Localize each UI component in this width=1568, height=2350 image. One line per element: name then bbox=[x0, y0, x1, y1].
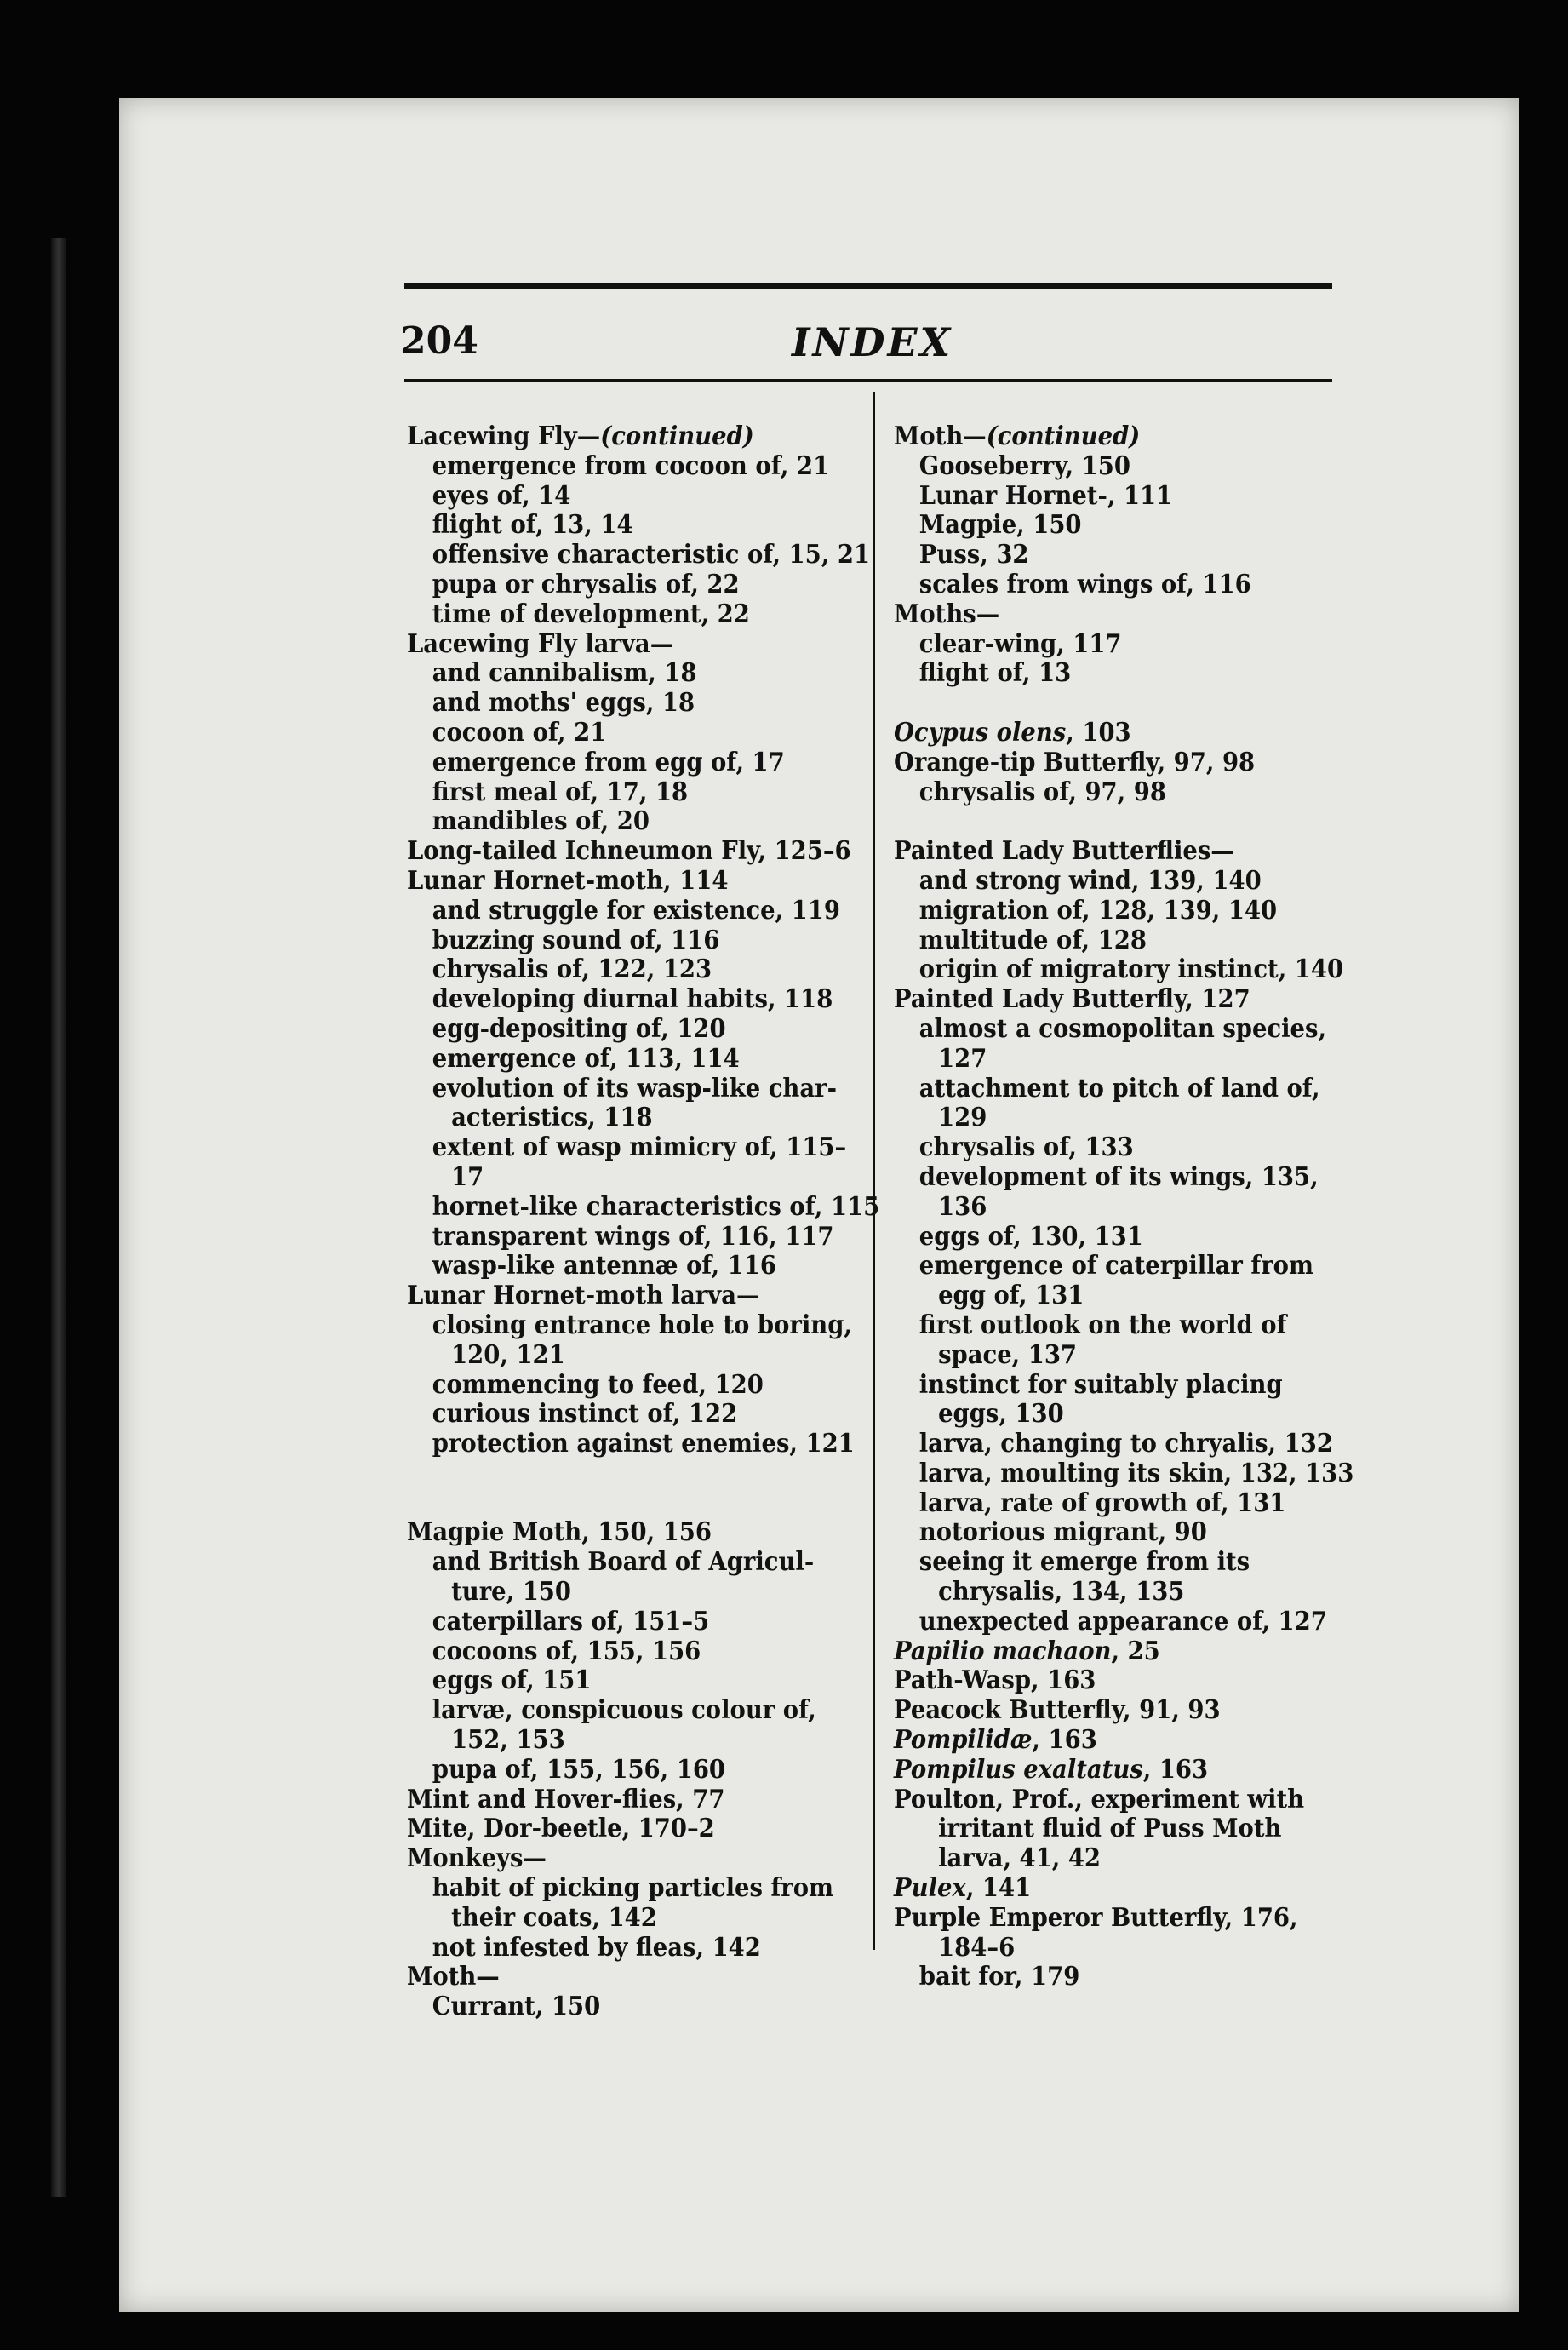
index-subentry: time of development, 22 bbox=[432, 598, 750, 628]
index-subentry: cocoons of, 155, 156 bbox=[432, 1635, 701, 1665]
index-subentry: multitude of, 128 bbox=[918, 924, 1147, 954]
index-subentry: 17 bbox=[451, 1161, 484, 1191]
index-subentry: irritant fluid of Puss Moth bbox=[938, 1813, 1282, 1843]
index-subentry: clear-wing, 117 bbox=[918, 628, 1122, 658]
index-subentry: and strong wind, 139, 140 bbox=[918, 864, 1262, 895]
index-subentry: origin of migratory instinct, 140 bbox=[918, 954, 1344, 984]
index-heading: Moth— bbox=[407, 1961, 500, 1992]
index-subentry: eggs of, 130, 131 bbox=[918, 1220, 1143, 1251]
index-subentry: chrysalis of, 133 bbox=[918, 1132, 1134, 1162]
index-subentry: 129 bbox=[938, 1102, 987, 1132]
index-heading: Long-tailed Ichneumon Fly, 125–6 bbox=[407, 835, 851, 866]
index-subentry: flight of, 13, 14 bbox=[432, 509, 633, 540]
index-subentry: seeing it emerge from its bbox=[918, 1546, 1250, 1577]
index-subentry: bait for, 179 bbox=[918, 1961, 1080, 1992]
index-column-left bbox=[407, 421, 880, 2021]
index-heading: Painted Lady Butterflies— bbox=[894, 835, 1234, 866]
index-subentry: flight of, 13 bbox=[918, 657, 1072, 688]
index-subentry: 184–6 bbox=[938, 1931, 1016, 1962]
index-subentry: Currant, 150 bbox=[432, 1991, 601, 2021]
index-subentry: protection against enemies, 121 bbox=[432, 1428, 855, 1459]
index-subentry: Magpie, 150 bbox=[918, 509, 1082, 540]
index-subentry: and British Board of Agricul- bbox=[432, 1546, 815, 1577]
index-subentry: emergence from cocoon of, 21 bbox=[432, 450, 830, 480]
index-subentry: acteristics, 118 bbox=[451, 1102, 653, 1132]
index-heading: Lacewing Fly—(continued) bbox=[407, 421, 754, 450]
index-heading bbox=[407, 1459, 850, 1488]
index-subentry: migration of, 128, 139, 140 bbox=[918, 894, 1278, 925]
index-subentry: Lunar Hornet-, 111 bbox=[918, 479, 1173, 510]
index-subentry: cocoon of, 21 bbox=[432, 716, 607, 747]
index-subentry: first meal of, 17, 18 bbox=[432, 776, 689, 806]
index-subentry: larvæ, conspicuous colour of, bbox=[432, 1694, 816, 1725]
index-heading bbox=[894, 688, 1337, 718]
index-heading: Magpie Moth, 150, 156 bbox=[407, 1516, 712, 1547]
index-subentry: eggs, 130 bbox=[938, 1398, 1064, 1429]
index-subentry: 127 bbox=[938, 1042, 987, 1073]
top-rule bbox=[404, 283, 1332, 289]
index-subentry: attachment to pitch of land of, bbox=[918, 1072, 1320, 1103]
index-subentry: egg-depositing of, 120 bbox=[432, 1012, 726, 1043]
index-heading: Orange-tip Butterfly, 97, 98 bbox=[894, 746, 1256, 777]
index-subentry: scales from wings of, 116 bbox=[918, 568, 1251, 599]
index-subentry: buzzing sound of, 116 bbox=[432, 924, 720, 954]
index-heading: Mint and Hover-flies, 77 bbox=[407, 1783, 725, 1814]
index-subentry: development of its wings, 135, bbox=[918, 1161, 1319, 1191]
index-heading: Mite, Dor-beetle, 170–2 bbox=[407, 1813, 715, 1843]
index-subentry: space, 137 bbox=[938, 1338, 1078, 1369]
index-heading: Ocypus olens, 103 bbox=[894, 716, 1131, 747]
index-column-right bbox=[894, 421, 1354, 1992]
index-heading: Lunar Hornet-moth larva— bbox=[407, 1280, 760, 1310]
index-heading: Peacock Butterfly, 91, 93 bbox=[894, 1694, 1221, 1725]
index-heading: Painted Lady Butterfly, 127 bbox=[894, 983, 1250, 1014]
index-heading: Papilio machaon, 25 bbox=[894, 1635, 1160, 1665]
index-subentry: 120, 121 bbox=[451, 1338, 565, 1369]
index-subentry: instinct for suitably placing bbox=[918, 1368, 1283, 1399]
page-number: 204 bbox=[400, 319, 478, 363]
index-subentry: offensive characteristic of, 15, 21 bbox=[432, 539, 871, 570]
column-divider bbox=[873, 392, 875, 1950]
index-subentry: extent of wasp mimicry of, 115– bbox=[432, 1132, 847, 1162]
index-subentry: 152, 153 bbox=[451, 1724, 565, 1755]
index-heading: Lacewing Fly larva— bbox=[407, 628, 674, 658]
index-subentry: curious instinct of, 122 bbox=[432, 1398, 738, 1429]
index-subentry: chrysalis of, 97, 98 bbox=[918, 776, 1166, 806]
index-subentry: chrysalis, 134, 135 bbox=[938, 1576, 1185, 1607]
index-subentry: 136 bbox=[938, 1190, 987, 1221]
index-subentry: habit of picking particles from bbox=[432, 1872, 834, 1903]
index-subentry: emergence of caterpillar from bbox=[918, 1250, 1313, 1281]
index-subentry: and moths' eggs, 18 bbox=[432, 687, 695, 718]
index-subentry: larva, 41, 42 bbox=[938, 1843, 1102, 1873]
index-heading: Poulton, Prof., experiment with bbox=[894, 1783, 1305, 1814]
header-rule bbox=[404, 379, 1332, 382]
index-heading: Lunar Hornet-moth, 114 bbox=[407, 864, 729, 895]
index-subentry: closing entrance hole to boring, bbox=[432, 1309, 852, 1339]
index-subentry: wasp-like antennæ of, 116 bbox=[432, 1250, 776, 1281]
index-subentry: pupa of, 155, 156, 160 bbox=[432, 1753, 726, 1784]
index-heading bbox=[894, 806, 1337, 836]
index-subentry: transparent wings of, 116, 117 bbox=[432, 1220, 834, 1251]
index-subentry: larva, rate of growth of, 131 bbox=[918, 1487, 1286, 1517]
index-subentry: hornet-like characteristics of, 115 bbox=[432, 1190, 880, 1221]
index-subentry: ture, 150 bbox=[451, 1576, 571, 1607]
index-subentry: developing diurnal habits, 118 bbox=[432, 983, 833, 1014]
index-subentry: first outlook on the world of bbox=[918, 1309, 1287, 1339]
index-subentry: Puss, 32 bbox=[918, 539, 1029, 570]
index-subentry: caterpillars of, 151–5 bbox=[432, 1605, 710, 1636]
index-subentry: emergence from egg of, 17 bbox=[432, 746, 785, 777]
index-heading: Monkeys— bbox=[407, 1843, 547, 1873]
index-subentry: egg of, 131 bbox=[938, 1280, 1084, 1310]
index-subentry: evolution of its wasp-like char- bbox=[432, 1072, 838, 1103]
index-subentry: notorious migrant, 90 bbox=[918, 1516, 1207, 1547]
index-subentry: eyes of, 14 bbox=[432, 479, 571, 510]
index-heading: Moths— bbox=[894, 598, 1000, 628]
index-heading: Pulex, 141 bbox=[894, 1872, 1032, 1903]
book-binding-edge bbox=[51, 238, 66, 2197]
index-subentry: and cannibalism, 18 bbox=[432, 657, 697, 688]
index-subentry: chrysalis of, 122, 123 bbox=[432, 954, 712, 984]
index-heading: Pompilidæ, 163 bbox=[894, 1724, 1097, 1755]
index-heading: Moth—(continued) bbox=[894, 421, 1141, 450]
index-subentry: mandibles of, 20 bbox=[432, 805, 650, 836]
index-heading: Path-Wasp, 163 bbox=[894, 1665, 1096, 1695]
index-heading: Purple Emperor Butterfly, 176, bbox=[894, 1901, 1298, 1932]
index-subentry: larva, changing to chryalis, 132 bbox=[918, 1428, 1333, 1459]
index-subentry: their coats, 142 bbox=[451, 1901, 657, 1932]
index-subentry: larva, moulting its skin, 132, 133 bbox=[918, 1457, 1354, 1487]
index-subentry: commencing to feed, 120 bbox=[432, 1368, 764, 1399]
index-subentry: and struggle for existence, 119 bbox=[432, 894, 840, 925]
index-heading bbox=[407, 1488, 850, 1518]
index-subentry: almost a cosmopolitan species, bbox=[918, 1012, 1326, 1043]
index-subentry: Gooseberry, 150 bbox=[918, 450, 1130, 480]
index-subentry: emergence of, 113, 114 bbox=[432, 1042, 740, 1073]
index-subentry: not infested by fleas, 142 bbox=[432, 1931, 761, 1962]
index-subentry: eggs of, 151 bbox=[432, 1665, 592, 1695]
index-heading: Pompilus exaltatus, 163 bbox=[894, 1753, 1209, 1784]
index-subentry: pupa or chrysalis of, 22 bbox=[432, 568, 740, 599]
index-subentry: unexpected appearance of, 127 bbox=[918, 1605, 1327, 1636]
running-head: INDEX bbox=[792, 319, 953, 365]
